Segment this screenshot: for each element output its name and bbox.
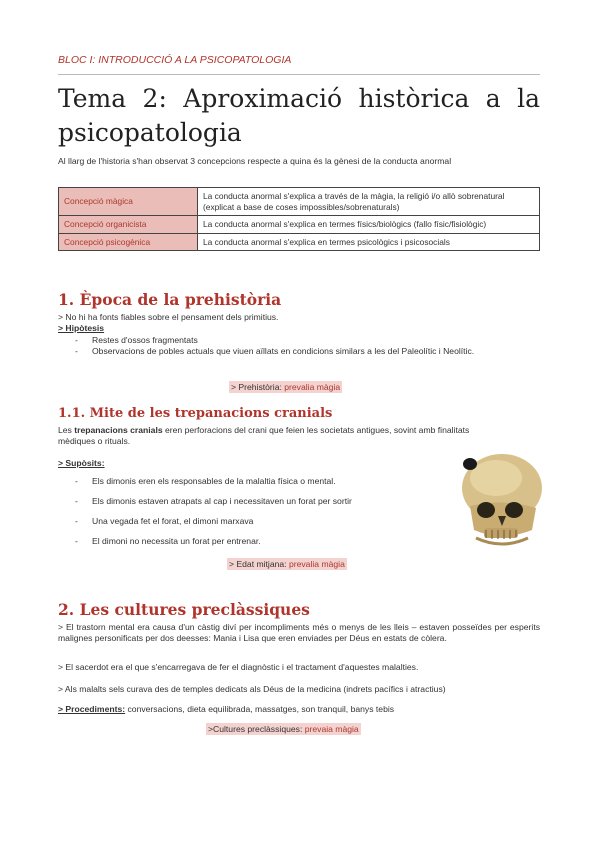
list-item: - Restes d'ossos fragmentats (58, 335, 540, 346)
prehistoria-highlight: > Prehistòria: prevalia màgia (231, 382, 341, 392)
section-heading-preclassiques: 2. Les cultures preclàssiques (58, 600, 310, 619)
hipotesis-label: > Hipòtesis (58, 323, 105, 333)
concepcions-table (58, 187, 540, 251)
preclassiques-p3: > Als malalts sels curava des de temples dedicats als Déus de la medicina (indrets pacífics i atractius) (58, 684, 446, 694)
preclassiques-p1: > El trastorn mental era causa d'un càstig diví per incompliments més o menys de les lleis – estaven posseïdes per esperits malignes personificats per dos deesses: Mania i Lisa que eren enviades per Déus en estats de còlera. (58, 622, 540, 643)
hipotesis-list (58, 335, 540, 357)
table-row (59, 216, 540, 234)
concepcio-desc: La conducta anormal s'explica en termes físics/biològics (fallo físic/fisiològic) (198, 216, 540, 234)
edat-mitjana-highlight: > Edat mitjana: prevalia màgia (229, 559, 345, 569)
procediments-line: > Procediments: conversacions, dieta equilibrada, massatges, son tranquil, banys tebis (58, 704, 395, 714)
list-item: - El dimoni no necessita un forat per entrenar. (58, 536, 438, 547)
prehistoria-line: > No hi ha fonts fiables sobre el pensament dels primitius. (58, 312, 279, 322)
concepcio-desc: La conducta anormal s'explica a través de la màgia, la religió i/o allò sobrenatural (explicat a base de coses impossibles/sobrenaturals) (198, 188, 540, 216)
table-row (59, 188, 540, 216)
intro-paragraph: Al llarg de l'historia s'han observat 3 concepcions respecte a quina és la gènesi de la conducta anormal (58, 156, 452, 166)
concepcio-label: Concepció psicogènica (59, 233, 198, 251)
section-heading-prehistoria: 1. Època de la prehistòria (58, 290, 282, 309)
preclassiques-highlight: >Cultures preclàssiques: prevaia màgia (208, 724, 359, 734)
page-title: Tema 2: Aproximació històrica a la psicopatologia (58, 84, 540, 147)
list-item: - Una vegada fet el forat, el dimoni marxava (58, 516, 438, 527)
list-item: - Observacions de pobles actuals que viuen aïllats en condicions similars a les del Paleolític i Neolític. (58, 346, 540, 357)
concepcio-desc: La conducta anormal s'explica en termes psicològics i psicosocials (198, 233, 540, 251)
preclassiques-p2: > El sacerdot era el que s'encarregava de fer el diagnòstic i el tractament d'aquestes malalties. (58, 662, 419, 672)
suposits-label: > Supòsits: (58, 458, 105, 468)
suposits-list (58, 476, 438, 547)
section-heading-trepanacions: 1.1. Mite de les trepanacions cranials (58, 406, 333, 421)
skull-image (456, 452, 548, 550)
concepcio-label: Concepció organicista (59, 216, 198, 234)
bloc-header: BLOC I: INTRODUCCIÓ A LA PSICOPATOLOGIA (58, 54, 292, 66)
trepanacions-paragraph: Les trepanacions cranials eren perforacions del crani que feien les societats antigues, sovint amb finalitats mèdiques o rituals. (58, 425, 470, 446)
header-divider (58, 74, 540, 75)
list-item: - Els dimonis eren els responsables de la malaltia física o mental. (58, 476, 438, 487)
list-item: - Els dimonis estaven atrapats al cap i necessitaven un forat per sortir (58, 496, 438, 507)
concepcio-label: Concepció màgica (59, 188, 198, 216)
table-row (59, 233, 540, 251)
